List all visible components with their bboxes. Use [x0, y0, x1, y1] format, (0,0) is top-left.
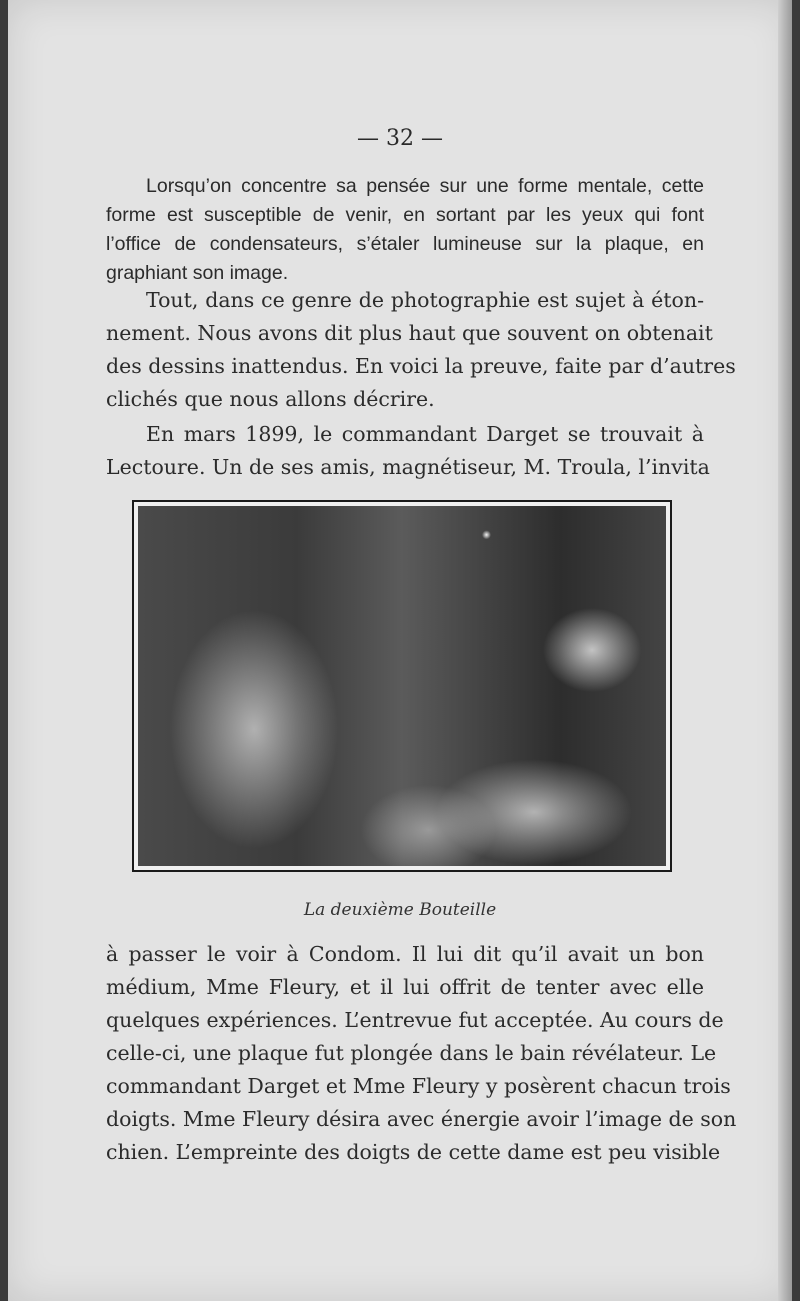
paragraph-4: [106, 938, 737, 1169]
figure-caption: La deuxième Bouteille: [303, 900, 497, 920]
text-line: forme est susceptible de venir, en sortant par les yeux qui font: [106, 204, 704, 226]
text-line: En mars 1899, le commandant Darget se trouvait à: [146, 422, 704, 446]
text-line: commandant Darget et Mme Fleury y posèrent chacun trois: [106, 1074, 731, 1098]
text-line: l’office de condensateurs, s’étaler lumineuse sur la plaque, en: [106, 233, 704, 255]
text-line: à passer le voir à Condom. Il lui dit qu’il avait un bon: [106, 942, 704, 966]
text-line: nement. Nous avons dit plus haut que souvent on obtenait: [106, 321, 713, 345]
text-line: des dessins inattendus. En voici la preuve, faite par d’autres: [106, 354, 736, 378]
text-line: doigts. Mme Fleury désira avec énergie avoir l’image de son: [106, 1107, 737, 1131]
paragraph-3: [106, 418, 710, 484]
text-line: chien. L’empreinte des doigts de cette dame est peu visible: [106, 1140, 721, 1164]
paragraph-2: [106, 284, 736, 416]
text-line: médium, Mme Fleury, et il lui offrit de tenter avec elle: [106, 975, 704, 999]
photograph-frame: [132, 500, 672, 872]
text-line: Lorsqu’on concentre sa pensée sur une forme mentale, cette: [146, 175, 704, 197]
text-line: Lectoure. Un de ses amis, magnétiseur, M. Troula, l’invita: [106, 455, 710, 479]
text-line: quelques expériences. L’entrevue fut acceptée. Au cours de: [106, 1008, 724, 1032]
text-line: clichés que nous allons décrire.: [106, 387, 435, 411]
text-line: Tout, dans ce genre de photographie est sujet à éton-: [146, 288, 704, 312]
text-line: celle-ci, une plaque fut plongée dans le bain révélateur. Le: [106, 1041, 717, 1065]
photograph: [138, 506, 666, 866]
page-number: — 32 —: [357, 126, 443, 151]
paragraph-1: [106, 172, 704, 288]
book-page: [8, 0, 792, 1301]
page-edge: [778, 0, 792, 1301]
text-line: graphiant son image.: [106, 262, 289, 284]
